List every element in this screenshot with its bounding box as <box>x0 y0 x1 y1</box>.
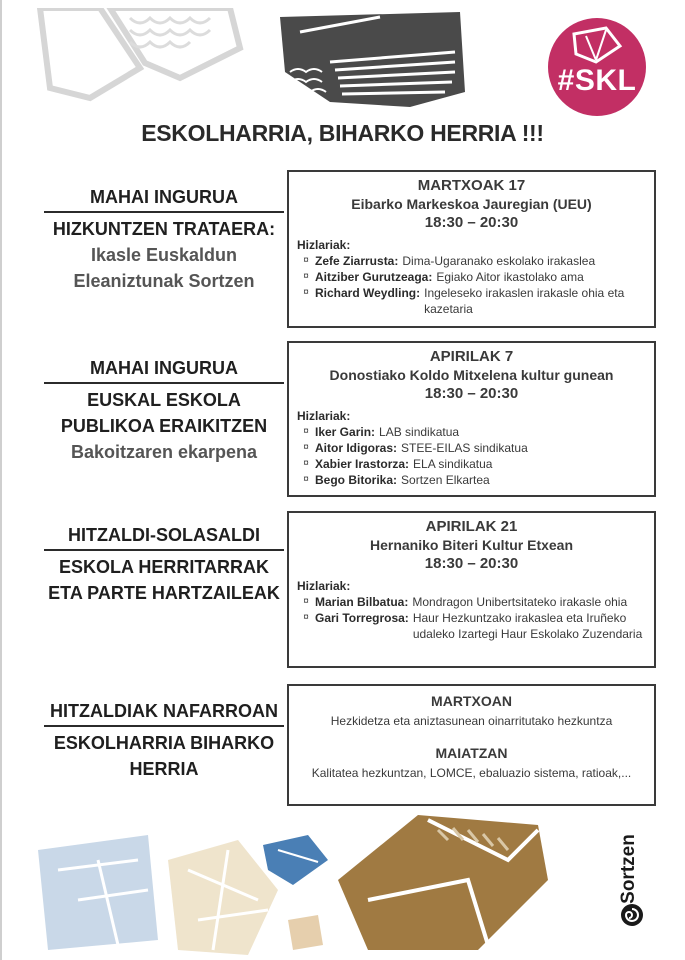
section-3-title <box>44 523 284 606</box>
poster-title: ESKOLHARRIA, BIHARKO HERRIA !!! <box>141 120 544 146</box>
section-2-topic-line: PUBLIKOA ERAIKITZEN <box>60 416 268 436</box>
decorative-stone-top-center <box>270 12 480 112</box>
bullet-icon: ¤ <box>303 271 309 282</box>
badge-text: #SKL <box>557 64 637 97</box>
event-venue: Hernaniko Biteri Kultur Etxean <box>369 537 574 553</box>
speaker-role: Egiako Aitor ikastolako ama <box>436 270 584 284</box>
speaker-name: Xabier Irastorza: <box>315 457 410 471</box>
speaker-item <box>297 610 646 642</box>
section-3-topic-line: ETA PARTE HARTZAILEAK <box>48 583 280 603</box>
sortzen-logo-text: Sortzen <box>618 834 639 904</box>
section-2-topic-line: EUSKAL ESKOLA <box>87 390 241 410</box>
spiral-icon <box>619 902 645 928</box>
section-4-type: HITZALDIAK NAFARROAN <box>44 699 284 727</box>
speaker-role: Sortzen Elkartea <box>401 473 490 487</box>
event-venue: Donostiako Koldo Mitxelena kultur gunean <box>329 367 614 383</box>
event-venue: Eibarko Markeskoa Jauregian (UEU) <box>351 196 592 212</box>
event-box-3 <box>287 511 656 668</box>
speaker-role: LAB sindikatua <box>379 425 460 439</box>
bullet-icon: ¤ <box>303 442 309 453</box>
speaker-item <box>297 456 646 472</box>
speakers-label: Hizlariak: <box>297 579 351 593</box>
section-1-topic: HIZKUNTZEN TRATAERA: <box>52 219 276 239</box>
speaker-item <box>297 269 646 285</box>
speaker-name: Gari Torregrosa: <box>315 611 409 625</box>
stone-logo-icon <box>566 24 626 66</box>
section-4-topic-line: ESKOLHARRIA BIHARKO <box>53 733 275 753</box>
section-2-subtitle: Bakoitzaren ekarpena <box>70 442 258 462</box>
section-1-title <box>44 185 284 294</box>
decorative-stones-top-left <box>30 8 250 108</box>
speakers-label: Hizlariak: <box>297 409 351 423</box>
speaker-item <box>297 285 646 317</box>
event-topic: Hezkidetza eta aniztasunean oinarritutako hezkuntza <box>330 714 613 728</box>
event-date: MARTXOAK 17 <box>417 177 526 194</box>
bullet-icon: ¤ <box>303 458 309 469</box>
bullet-icon: ¤ <box>303 255 309 266</box>
speaker-name: Zefe Ziarrusta: <box>315 254 399 268</box>
speaker-item <box>297 472 646 488</box>
decorative-stones-bottom <box>38 800 558 960</box>
speaker-role: Ingeleseko irakaslen irakasle ohia eta kazetaria <box>424 286 625 316</box>
speaker-item <box>297 424 646 440</box>
event-box-2 <box>287 341 656 497</box>
sortzen-logo <box>612 818 652 930</box>
event-time: 18:30 – 20:30 <box>424 214 519 231</box>
speaker-role: Haur Hezkuntzako irakaslea eta Iruñeko udaleko Izartegi Haur Eskolako Zuzendaria <box>412 611 643 641</box>
event-time: 18:30 – 20:30 <box>424 555 519 572</box>
section-4-topic-line: HERRIA <box>129 759 199 779</box>
bullet-icon: ¤ <box>303 474 309 485</box>
event-date: APIRILAK 21 <box>425 518 518 535</box>
section-3-type: HITZALDI-SOLASALDI <box>44 523 284 551</box>
event-box-4 <box>287 684 656 806</box>
speaker-item <box>297 253 646 269</box>
event-month: MARTXOAN <box>431 693 512 709</box>
speaker-item <box>297 594 646 610</box>
speaker-role: Dima-Ugaranako eskolako irakaslea <box>402 254 596 268</box>
speaker-name: Iker Garin: <box>315 425 376 439</box>
bullet-icon: ¤ <box>303 596 309 607</box>
speakers-label: Hizlariak: <box>297 238 351 252</box>
event-box-1 <box>287 170 656 328</box>
speaker-item <box>297 440 646 456</box>
speaker-name: Aitziber Gurutzeaga: <box>315 270 433 284</box>
event-date: APIRILAK 7 <box>429 348 514 365</box>
event-topic: Kalitatea hezkuntzan, LOMCE, ebaluazio sistema, ratioak,... <box>311 766 632 780</box>
event-time: 18:30 – 20:30 <box>424 385 519 402</box>
section-1-subtitle-line: Eleaniztunak Sortzen <box>73 271 255 291</box>
event-month: MAIATZAN <box>435 745 508 761</box>
bullet-icon: ¤ <box>303 426 309 437</box>
section-3-topic-line: ESKOLA HERRITARRAK <box>59 557 269 577</box>
section-2-title <box>44 356 284 465</box>
section-1-subtitle-line: Ikasle Euskaldun <box>90 245 238 265</box>
speaker-role: STEE-EILAS sindikatua <box>401 441 528 455</box>
bullet-icon: ¤ <box>303 287 309 298</box>
speaker-role: Mondragon Unibertsitateko irakasle ohia <box>412 595 628 609</box>
section-4-title <box>44 699 284 782</box>
speaker-name: Bego Bitorika: <box>315 473 398 487</box>
section-2-type: MAHAI INGURUA <box>44 356 284 384</box>
section-1-type: MAHAI INGURUA <box>44 185 284 213</box>
speaker-name: Aitor Idigoras: <box>315 441 398 455</box>
skl-badge <box>548 18 646 116</box>
speaker-name: Marian Bilbatua: <box>315 595 409 609</box>
bullet-icon: ¤ <box>303 612 309 623</box>
speaker-name: Richard Weydling: <box>315 286 421 300</box>
speaker-role: ELA sindikatua <box>413 457 493 471</box>
